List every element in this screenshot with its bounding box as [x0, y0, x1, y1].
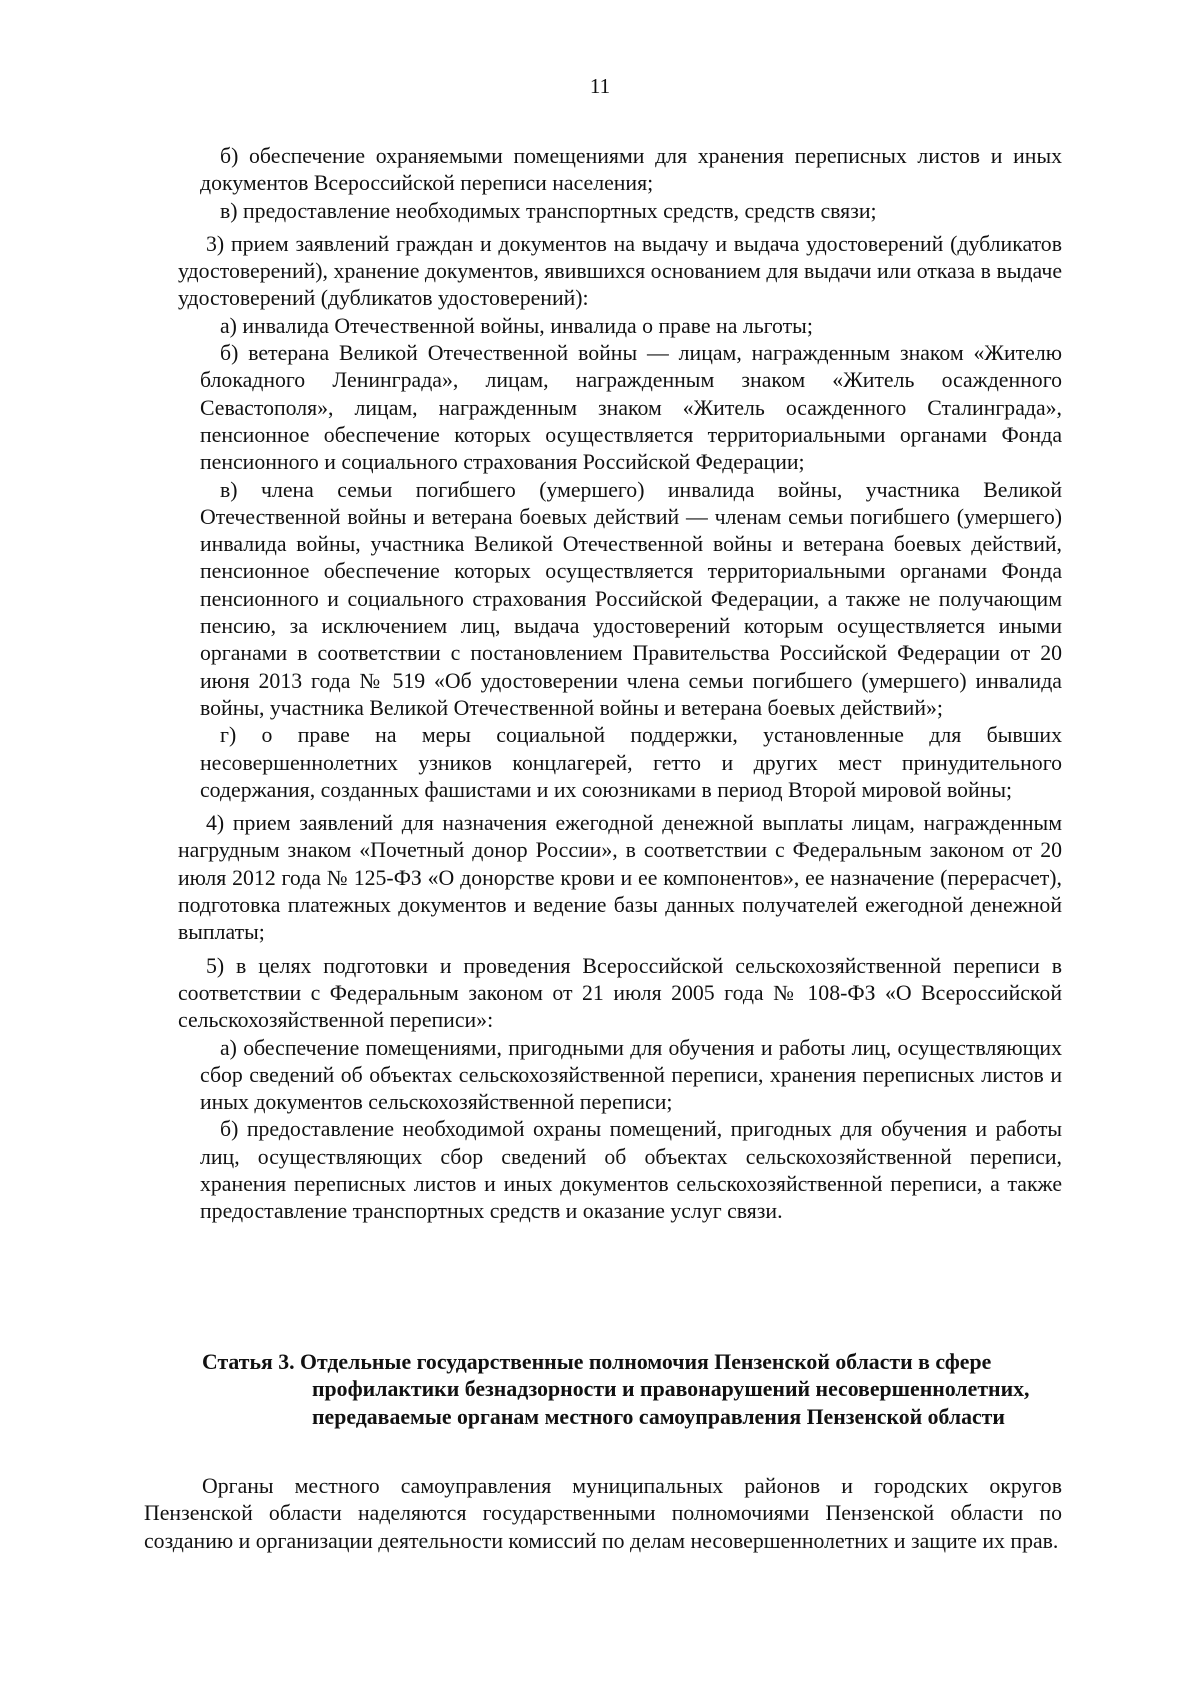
- paragraph-item-5: 5) в целях подготовки и проведения Всероссийской сельскохозяйственной переписи в соответствии с Федеральным законом от 21 июля 2005 года № 108-ФЗ «О Всероссийской сельскохозяйственной переписи»:: [178, 953, 1062, 1033]
- paragraph-item-5b: б) предоставление необходимой охраны помещений, пригодных для обучения и работы лиц, осуществляющих сбор сведений об объектах сельскохозяйственной переписи, хранения переписных листов и иных документов сельскохозяйственной переписи, а также предоставление транспортных средств и оказание услуг связи.: [200, 1117, 1062, 1224]
- article-3-heading: Статья 3. Отдельные государственные полномочия Пензенской области в сфере профилактики безнадзорности и правонарушений несовершеннолетних, передаваемые органам местного самоуправления Пензенской области: [202, 1350, 1030, 1429]
- paragraph-item-3: 3) прием заявлений граждан и документов на выдачу и выдача удостоверений (дубликатов удостоверений), хранение документов, явившихся основанием для выдачи или отказа в выдаче удостоверений (дубликатов удостоверений):: [178, 231, 1062, 311]
- article-3-body: [144, 1473, 1062, 1555]
- article-heading: [202, 1349, 1062, 1431]
- document-body: [178, 143, 1062, 1226]
- paragraph-item-v-transport: в) предоставление необходимых транспортных средств, средств связи;: [220, 198, 877, 223]
- paragraph-item-3g: г) о праве на меры социальной поддержки, установленные для бывших несовершеннолетних узников концлагерей, гетто и других мест принудительного содержания, созданных фашистами и их союзниками в период Второй мировой войны;: [200, 723, 1062, 802]
- closing-paragraph: Органы местного самоуправления муниципальных районов и городских округов Пензенской области наделяются государственными полномочиями Пензенской области по созданию и организации деятельности комиссий по делам несовершеннолетних и защите их прав.: [144, 1474, 1062, 1553]
- paragraph-item-3v: в) члена семьи погибшего (умершего) инвалида войны, участника Великой Отечественной войны и ветерана боевых действий — членам семьи погибшего (умершего) инвалида войны, участника Великой Отечественной войны и ветерана боевых действий, пенсионное обеспечение которых осуществляется территориальными органами Фонда пенсионного и социального страхования Российской Федерации, а также не получающим пенсию, за исключением лиц, выдача удостоверений которым осуществляется иными органами в соответствии с постановлением Правительства Российской Федерации от 20 июня 2013 года № 519 «Об удостоверении члена семьи погибшего (умершего) инвалида войны, участника Великой Отечественной войны и ветерана боевых действий»;: [200, 477, 1062, 720]
- paragraph-item-3a: а) инвалида Отечественной войны, инвалида о праве на льготы;: [220, 313, 813, 338]
- paragraph-item-4: 4) прием заявлений для назначения ежегодной денежной выплаты лицам, награжденным нагрудным знаком «Почетный донор России», в соответствии с Федеральным законом от 20 июля 2012 года № 125-ФЗ «О донорстве крови и ее компонентов», ее назначение (перерасчет), подготовка платежных документов и ведение базы данных получателей ежегодной денежной выплаты;: [178, 811, 1062, 945]
- page-number: 11: [589, 74, 611, 98]
- paragraph-item-5a: а) обеспечение помещениями, пригодными для обучения и работы лиц, осуществляющих сбор сведений об объектах сельскохозяйственной переписи, хранения переписных листов и иных документов сельскохозяйственной переписи;: [200, 1035, 1062, 1115]
- paragraph-item-b-storage: б) обеспечение охраняемыми помещениями для хранения переписных листов и иных документов Всероссийской переписи населения;: [200, 144, 1062, 196]
- paragraph-item-3b: б) ветерана Великой Отечественной войны — лицам, награжденным знаком «Жителю блокадного Ленинграда», лицам, награжденным знаком «Житель осажденного Севастополя», лицам, награжденным знаком «Житель осажденного Сталинграда», пенсионное обеспечение которых осуществляется территориальными органами Фонда пенсионного и социального страхования Российской Федерации;: [200, 341, 1062, 475]
